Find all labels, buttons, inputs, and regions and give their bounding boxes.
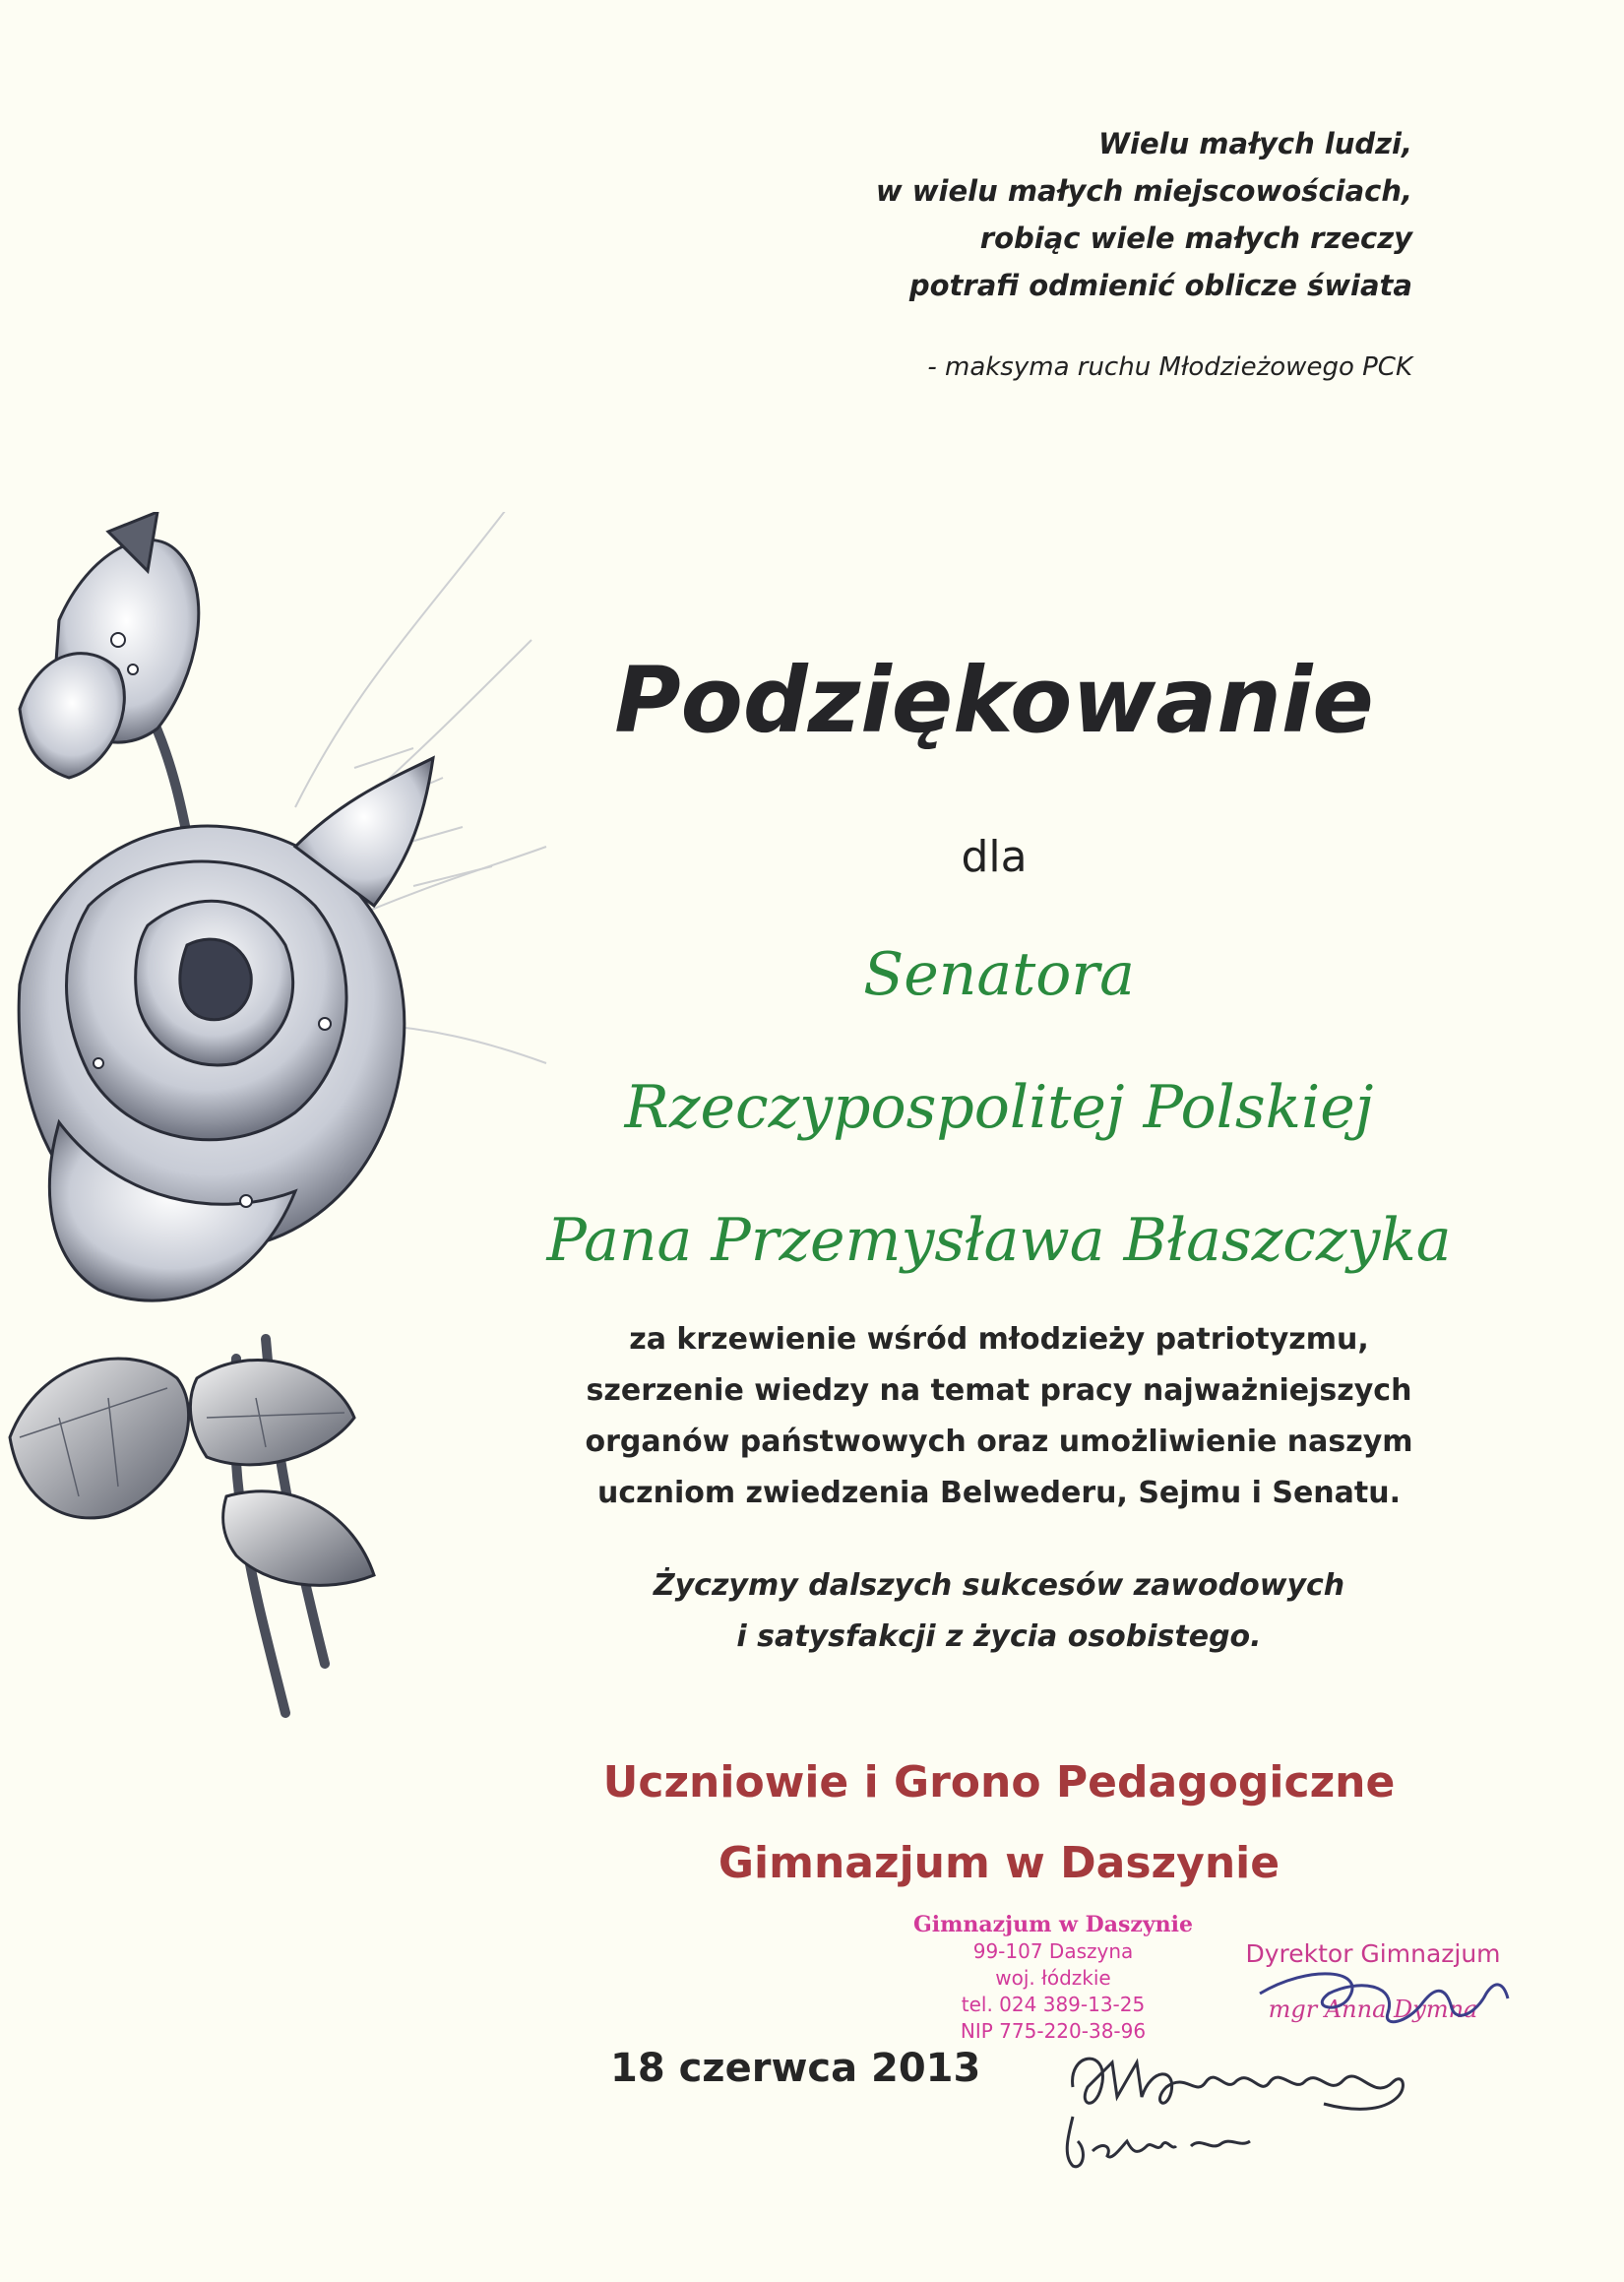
wishes [492, 1560, 1506, 1663]
motto-line: potrafi odmienić oblicze świata [908, 269, 1412, 302]
recipient-title: Senatora [863, 940, 1135, 1009]
motto-line: Wielu małych ludzi, [1098, 127, 1412, 160]
stamp-name: Gimnazjum w Daszynie [912, 1912, 1193, 1937]
recipient-name: Pana Przemysława Błaszczyka [546, 1206, 1452, 1275]
director-title: Dyrektor Gimnazjum [1245, 1939, 1501, 1968]
paragraph-line: za krzewienie wśród młodzieży patriotyzmu, [629, 1322, 1369, 1357]
thanks-paragraph [492, 1314, 1506, 1519]
signatories-line-1: Uczniowie i Grono Pedagogiczne [602, 1757, 1396, 1807]
paragraph-line: organów państwowych oraz umożliwienie naszym [585, 1425, 1413, 1459]
wish-line: Życzymy dalszych sukcesów zawodowych [653, 1568, 1345, 1603]
issue-date: 18 czerwca 2013 [610, 2046, 981, 2091]
certificate-title: Podziękowanie [614, 648, 1374, 753]
school-stamp [891, 1912, 1216, 2045]
second-signature [1053, 2107, 1280, 2176]
motto-source: - maksyma ruchu Młodzieżowego PCK [927, 352, 1412, 382]
paragraph-line: uczniom zwiedzenia Belwederu, Sejmu i Senatu. [596, 1476, 1402, 1510]
motto [876, 120, 1412, 309]
stamp-phone: tel. 024 389-13-25 [961, 1993, 1146, 2016]
director-name: mgr Anna Dymna [1268, 1996, 1478, 2023]
stamp-region: woj. łódzkie [995, 1966, 1111, 1990]
for-word: dla [961, 832, 1028, 882]
wish-line: i satysfakcji z życia osobistego. [736, 1619, 1262, 1654]
recipient-country: Rzeczypospolitej Polskiej [624, 1073, 1374, 1142]
stamp-address: 99-107 Daszyna [972, 1939, 1134, 1963]
director-signature [1250, 1954, 1516, 2043]
motto-line: w wielu małych miejscowościach, [875, 174, 1412, 208]
motto-line: robiąc wiele małych rzeczy [979, 222, 1412, 255]
signatories-line-2: Gimnazjum w Daszynie [718, 1838, 1280, 1888]
stamp-nip: NIP 775-220-38-96 [960, 2019, 1147, 2043]
paragraph-line: szerzenie wiedzy na temat pracy najważniejszych [586, 1373, 1412, 1408]
rose-illustration [0, 512, 551, 1811]
